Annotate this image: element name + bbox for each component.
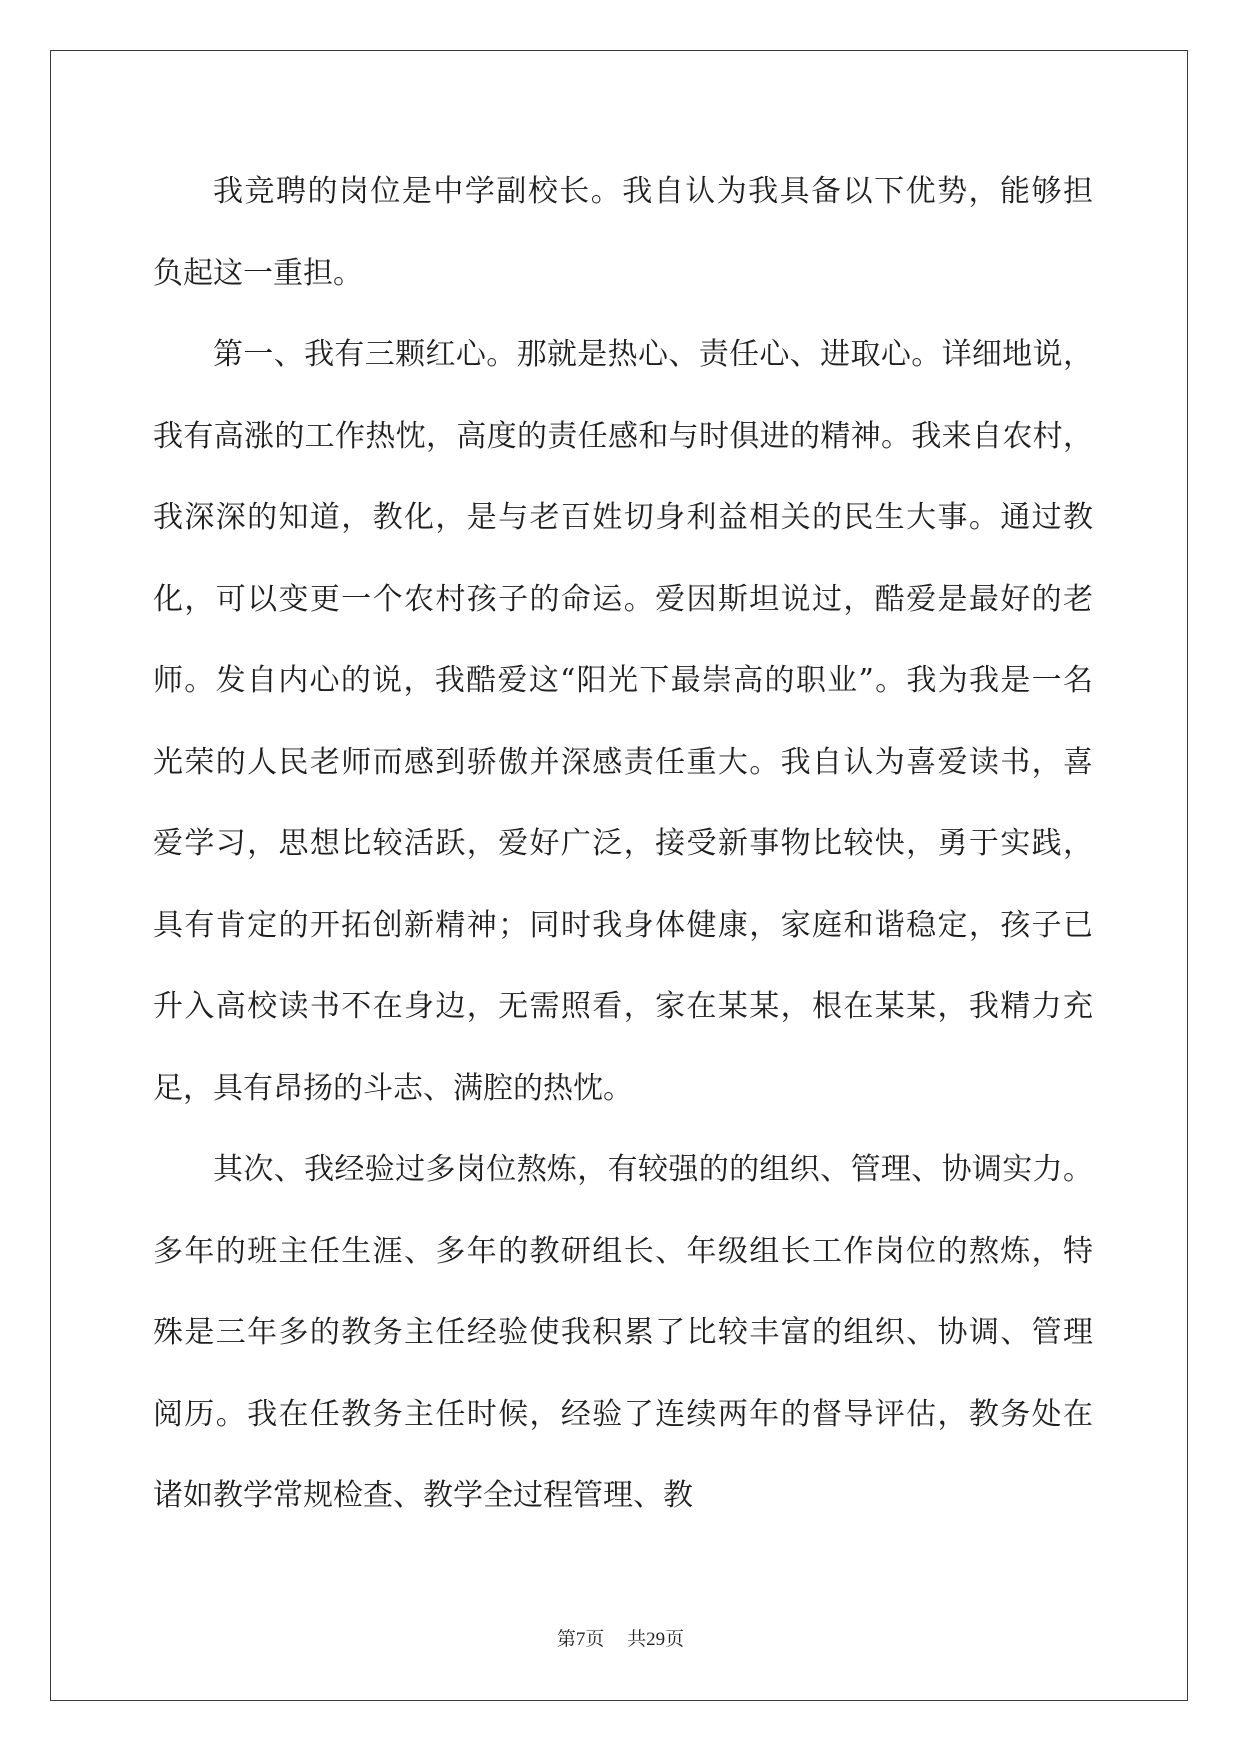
paragraph	[153, 314, 1093, 1129]
text-line: 负起这一重担。	[153, 255, 363, 291]
text-line: 我深深的知道，教化，是与老百姓切身利益相关的民生大事。通过教	[153, 500, 1093, 535]
text-line: 我竞聘的岗位是中学副校长。我自认为我具备以下优势，能够担	[213, 174, 1093, 209]
text-line: 化，可以变更一个农村孩子的命运。爱因斯坦说过，酷爱是最好的老	[153, 581, 1093, 617]
text-line: 光荣的人民老师而感到骄傲并深感责任重大。我自认为喜爱读书，喜	[153, 744, 1093, 780]
page-number: 第7页	[556, 1629, 605, 1650]
text-line: 足，具有昂扬的斗志、满腔的热忱。	[153, 1070, 633, 1106]
text-line: 师。发自内心的说，我酷爱这“阳光下最崇高的职业”。我为我是一名	[153, 663, 1093, 698]
text-line: 第一、我有三颗红心。那就是热心、责任心、进取心。详细地说，	[213, 337, 1093, 372]
document-body	[153, 151, 1093, 1537]
text-line: 其次、我经验过多岗位熬炼，有较强的的组织、管理、协调实力。	[213, 1152, 1093, 1187]
total-pages: 共29页	[627, 1629, 685, 1650]
text-line: 阅历。我在任教务主任时候，经验了连续两年的督导评估，教务处在	[153, 1396, 1093, 1432]
text-line: 具有肯定的开拓创新精神；同时我身体健康，家庭和谐稳定，孩子已	[153, 907, 1093, 943]
text-line: 我有高涨的工作热忱，高度的责任感和与时俱进的精神。我来自农村，	[153, 418, 1093, 454]
text-line: 多年的班主任生涯、多年的教研组长、年级组长工作岗位的熬炼，特	[153, 1233, 1093, 1269]
paragraph	[153, 1129, 1093, 1537]
page-footer	[0, 1624, 1241, 1651]
paragraph	[153, 151, 1093, 314]
text-line: 诸如教学常规检查、教学全过程管理、教	[153, 1478, 693, 1513]
text-line: 殊是三年多的教务主任经验使我积累了比较丰富的组织、协调、管理	[153, 1315, 1093, 1350]
text-line: 爱学习，思想比较活跃，爱好广泛，接受新事物比较快，勇于实践，	[153, 826, 1093, 861]
text-line: 升入高校读书不在身边，无需照看，家在某某，根在某某，我精力充	[153, 989, 1093, 1024]
